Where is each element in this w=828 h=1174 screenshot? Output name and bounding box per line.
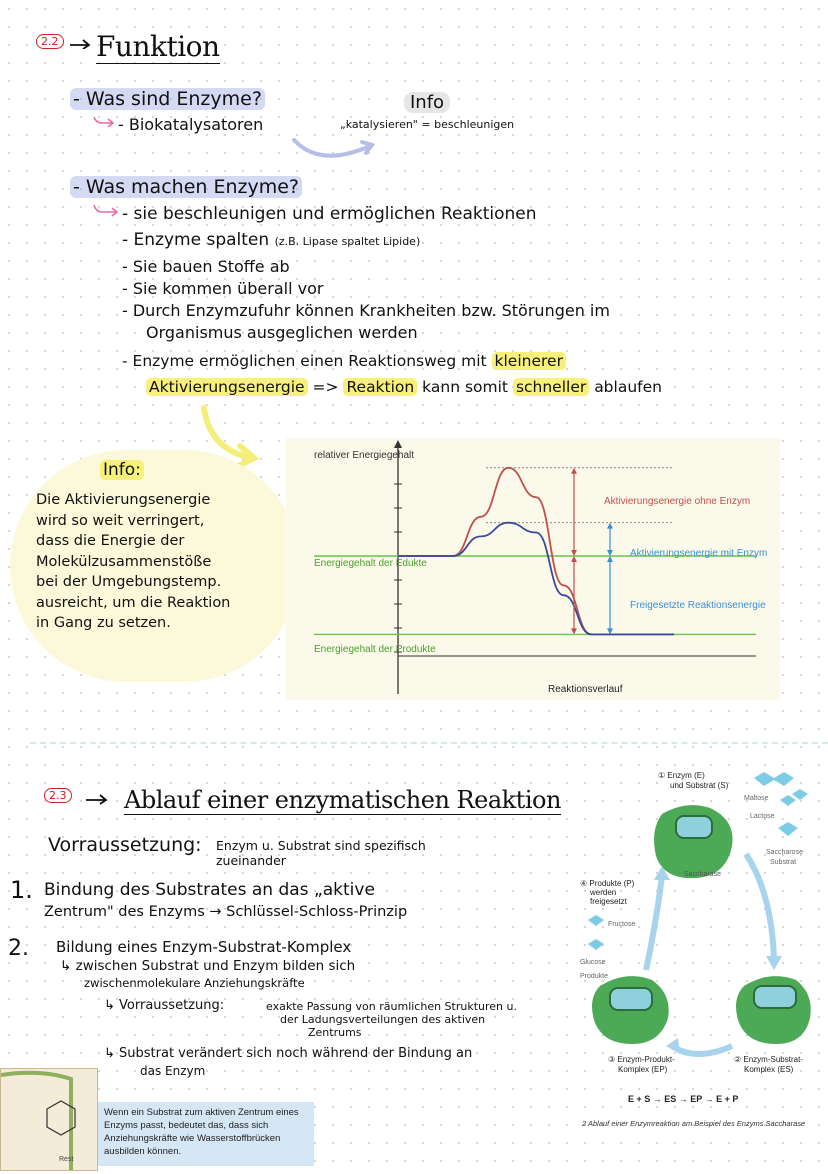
step-2-text-a: Bildung eines Enzym-Substrat-Komplex bbox=[56, 938, 352, 956]
enzyme-cycle-svg bbox=[576, 764, 816, 1134]
section-tag-2-2: 2.2 bbox=[36, 30, 64, 49]
molecule-svg bbox=[1, 1069, 97, 1170]
label-mit: Aktivierungsenergie mit Enzym bbox=[630, 548, 768, 559]
section-title-funktion: Funktion bbox=[96, 30, 220, 63]
arrow-top-right-icon bbox=[746, 854, 774, 960]
cycle-caption: 2 Ablauf einer Enzymreaktion am Beispiel des Enzyms Saccharase bbox=[582, 1119, 806, 1128]
bullet-beschleunigen: - sie beschleunigen und ermöglichen Reaktionen bbox=[122, 204, 537, 224]
arrow-bottom-icon bbox=[672, 1046, 732, 1054]
arrow-aktivierung-ohne-head-bottom-icon bbox=[571, 550, 577, 556]
cycle-l2b: Komplex (ES) bbox=[744, 1065, 794, 1074]
cycle-glucose: Glucose bbox=[580, 959, 606, 966]
question-was-machen-enzyme: - Was machen Enzyme? bbox=[70, 176, 302, 198]
xlabel: Reaktionsverlauf bbox=[548, 684, 623, 695]
y-axis-arrow-icon bbox=[394, 440, 402, 448]
substrate-maltose-icon bbox=[754, 772, 794, 786]
arrow-aktivierung-mit-head-bottom-icon bbox=[607, 550, 613, 556]
arrow-top-right-head-icon bbox=[766, 956, 782, 970]
cycle-l1: ① Enzym (E) bbox=[658, 771, 705, 780]
info-katalysieren: „katalysieren" = beschleunigen bbox=[340, 118, 515, 131]
bullet-reaktionsweg-2: Aktivierungsenergie => Reaktion kann somit schneller ablaufen bbox=[146, 377, 662, 398]
substrate-lactose-icon bbox=[780, 789, 808, 806]
arrow-right-icon bbox=[86, 790, 110, 804]
cycle-produkte: Produkte bbox=[580, 973, 609, 980]
arrow-aktivierung-mit-head-top-icon bbox=[607, 523, 613, 529]
active-site-left bbox=[610, 988, 652, 1010]
energy-chart bbox=[286, 438, 780, 700]
vorraussetzung-label: Vorraussetzung: bbox=[48, 834, 202, 856]
arrow-sub-icon bbox=[92, 112, 116, 124]
arrow-freigesetzt-head-top-icon bbox=[607, 556, 613, 562]
molecule-rest-label: Rest bbox=[59, 1156, 74, 1163]
bullet-ueberall: - Sie kommen überall vor bbox=[122, 279, 324, 298]
cycle-l4: ④ Produkte (P) bbox=[580, 879, 635, 888]
cycle-l3b: Komplex (EP) bbox=[618, 1065, 668, 1074]
product-fructose-icon bbox=[588, 915, 604, 926]
active-site-top bbox=[676, 816, 712, 838]
cycle-l4b: werden bbox=[590, 888, 617, 897]
arrow-reaktion-rot-head-top-icon bbox=[571, 556, 577, 562]
arrow-reaktion-rot-head-bottom-icon bbox=[571, 628, 577, 634]
cycle-equation: E + S → ES → EP → E + P bbox=[628, 1094, 739, 1104]
cycle-l3: ③ Enzym-Produkt- bbox=[608, 1055, 675, 1064]
bullet-abbauen: - Sie bauen Stoffe ab bbox=[122, 257, 290, 276]
product-glucose-icon bbox=[588, 939, 604, 950]
cycle-fructose: Fructose bbox=[608, 921, 636, 928]
step-2-text-c: zwischenmolekulare Anziehungskräfte bbox=[84, 976, 305, 990]
answer-biokatalysatoren: - Biokatalysatoren bbox=[118, 115, 264, 134]
step-2-text-d: ↳ Vorraussetzung: bbox=[104, 998, 225, 1013]
bullet-spalten: - Enzyme spalten (z.B. Lipase spaltet Lipide) bbox=[122, 230, 421, 250]
cycle-l4c: freigesetzt bbox=[590, 897, 627, 906]
cycle-l1b: und Substrat (S) bbox=[670, 781, 729, 790]
label-ohne: Aktivierungsenergie ohne Enzym bbox=[604, 496, 751, 507]
molecule-image bbox=[0, 1068, 98, 1171]
label-frei: Freigesetzte Reaktionsenergie bbox=[630, 600, 766, 611]
energy-diagram-svg bbox=[286, 438, 780, 700]
substrate-saccharose-icon bbox=[778, 822, 798, 836]
ylabel: relativer Energiegehalt bbox=[314, 450, 415, 461]
step-1-text-a: Bindung des Substrates an das „aktive bbox=[44, 880, 375, 900]
bullet-enzymzufuhr: - Durch Enzymzufuhr können Krankheiten bzw. Störungen im bbox=[122, 301, 610, 320]
arrow-left-up-icon bbox=[646, 876, 662, 970]
cycle-saccharase: Saccharase bbox=[684, 871, 721, 878]
info-bottom-box: Wenn ein Substrat zum aktiven Zentrum eines Enzyms passt, bedeutet das, dass sich Anziehungskräfte wie Wasserstoffbrücken ausbilden können. bbox=[98, 1102, 314, 1166]
question-was-sind-enzyme: - Was sind Enzyme? bbox=[70, 88, 265, 110]
step-1-number: 1. bbox=[10, 876, 33, 904]
arrow-aktivierung-ohne-head-top-icon bbox=[571, 468, 577, 474]
cycle-lactose: Lactose bbox=[750, 813, 775, 820]
step-2-number: 2. bbox=[8, 936, 29, 961]
info-box-text: Die Aktivierungsenergie wird so weit verringert, dass die Energie der Molekülzusammenstöße bei der Umgebungstemp. ausreicht, um die Reaktion in Gang zu setzen. bbox=[36, 492, 231, 631]
step-2-text-b: ↳ zwischen Substrat und Enzym bilden sich bbox=[60, 958, 356, 974]
bullet-reaktionsweg: - Enzyme ermöglichen einen Reaktionsweg mit kleinerer bbox=[122, 351, 566, 372]
step-2-text-e: ↳ Substrat verändert sich noch während der Bindung an bbox=[104, 1046, 473, 1061]
info-box-label: Info: bbox=[100, 460, 144, 480]
arrow-sub-icon bbox=[92, 202, 122, 216]
step-1-text-b: Zentrum" des Enzyms → Schlüssel-Schloss-Prinzip bbox=[44, 904, 408, 920]
bullet-organismus: Organismus ausgeglichen werden bbox=[146, 323, 418, 342]
curved-arrow-icon bbox=[290, 134, 380, 164]
cycle-substrat: Substrat bbox=[770, 859, 797, 866]
label-produkte: Energiegehalt der Produkte bbox=[314, 644, 436, 655]
cycle-saccharose: Saccharose bbox=[766, 849, 803, 856]
info-label: Info bbox=[404, 92, 450, 113]
section-title-ablauf: Ablauf einer enzymatischen Reaktion bbox=[124, 786, 561, 814]
enzyme-cycle-figure bbox=[576, 764, 816, 1134]
active-site-right bbox=[754, 986, 796, 1008]
step-2-text-d2: exakte Passung von räumlichen Strukturen u. der Ladungsverteilungen des aktiven Zentrums bbox=[266, 1000, 517, 1039]
step-2-text-e2: das Enzym bbox=[140, 1064, 206, 1078]
label-edukte: Energiegehalt der Edukte bbox=[314, 558, 427, 569]
cycle-maltose: Maltose bbox=[744, 795, 769, 802]
arrow-right-icon bbox=[70, 34, 92, 48]
section-tag-2-3: 2.3 bbox=[44, 784, 72, 803]
cycle-l2: ② Enzym-Substrat- bbox=[734, 1055, 803, 1064]
divider bbox=[30, 742, 828, 744]
arrow-bottom-head-icon bbox=[666, 1038, 680, 1054]
vorraussetzung-text: Enzym u. Substrat sind spezifisch zueinander bbox=[216, 838, 426, 868]
curve-mit-enzym bbox=[398, 523, 674, 635]
